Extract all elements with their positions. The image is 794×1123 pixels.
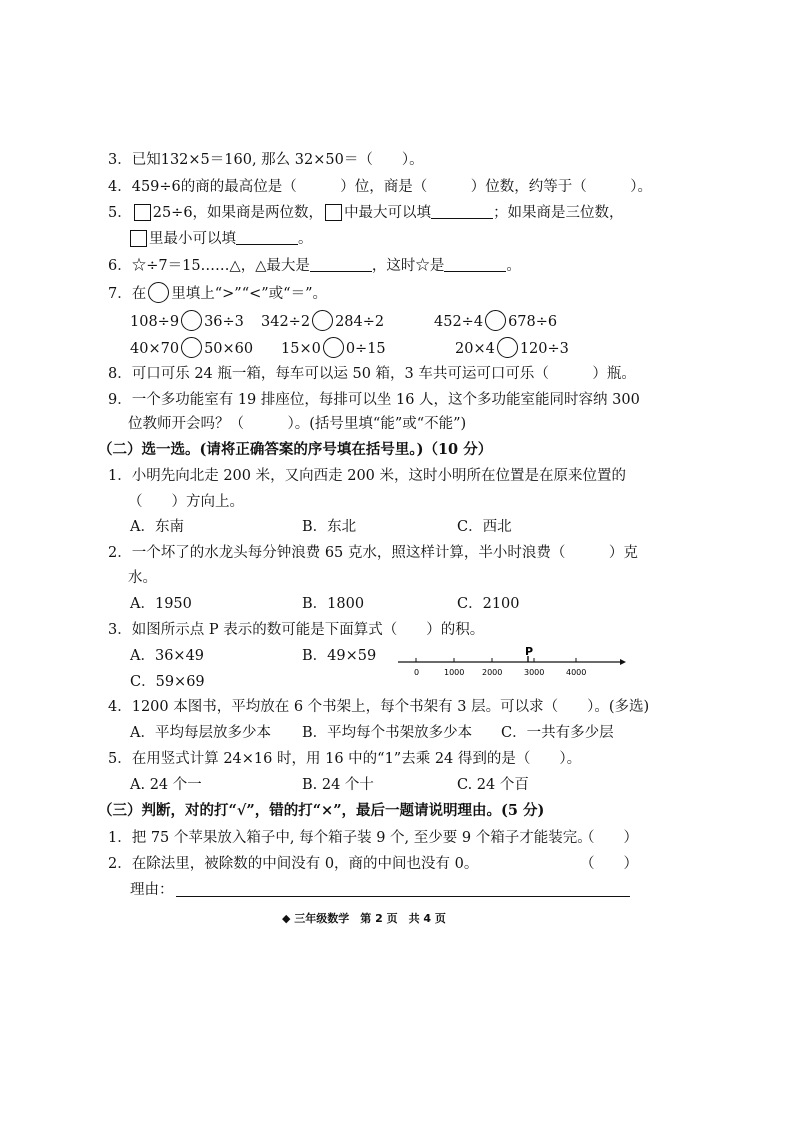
question-1-5-text-b: 中最大可以填: [344, 205, 432, 221]
option-a[interactable]: A．36×49: [130, 648, 205, 664]
option-c[interactable]: C. 24 个百: [457, 777, 529, 793]
section-3-heading: （三）判断，对的打“√”，错的打“×”，最后一题请说明理由。(5 分): [98, 802, 545, 819]
question-2-2-line2: 水。: [128, 570, 157, 586]
option-a[interactable]: A．1950: [130, 596, 192, 612]
compare-right: 0÷15: [345, 341, 386, 357]
question-1-4: 4．459÷6的商的最高位是（ ）位，商是（ ）位数，约等于（ ）。: [108, 179, 653, 195]
option-c[interactable]: C．一共有多少层: [501, 725, 614, 741]
compare-left: 15×0: [281, 341, 321, 357]
question-2-5: 5．在用竖式计算 24×16 时，用 16 中的“1”去乘 24 得到的是（ ）。: [108, 751, 582, 767]
option-c[interactable]: C．59×69: [130, 674, 205, 690]
option-b[interactable]: B. 24 个十: [302, 777, 374, 793]
question-1-5-text-c: ；如果商是三位数，: [493, 205, 624, 221]
compare-right: 678÷6: [508, 314, 558, 330]
option-b[interactable]: B．1800: [302, 596, 365, 612]
answer-circle[interactable]: [181, 337, 202, 358]
question-1-8: 8．可口可乐 24 瓶一箱，每车可以运 50 箱，3 车共可运可口可乐（ ）瓶。: [108, 366, 636, 382]
question-1-5-number: 5．: [108, 205, 132, 221]
question-1-3: 3．已知132×5＝160, 那么 32×50＝（ ）。: [108, 152, 424, 168]
section-2-heading: （二）选一选。(请将正确答案的序号填在括号里。)（10 分）: [98, 441, 493, 458]
compare-right: 50×60: [204, 341, 254, 357]
option-a[interactable]: A. 24 个一: [130, 777, 202, 793]
option-a[interactable]: A．东南: [130, 519, 184, 535]
question-1-5-text-a: 25÷6，如果商是两位数，: [152, 205, 324, 221]
compare-item: [281, 337, 386, 359]
question-1-5-text-d: 里最小可以填: [149, 231, 236, 247]
answer-circle[interactable]: [312, 310, 333, 331]
compare-right: 120÷3: [519, 341, 569, 357]
answer-circle[interactable]: [497, 337, 518, 358]
question-1-7: [108, 282, 327, 304]
compare-item: [130, 310, 244, 332]
compare-item: [261, 310, 384, 332]
answer-paren[interactable]: （ ）: [580, 830, 638, 846]
question-1-6-text-b: ，这时☆是: [371, 258, 445, 274]
question-1-6-text-a: 6．☆÷7＝15……△，△最大是: [108, 258, 310, 274]
answer-blank[interactable]: [236, 230, 298, 245]
option-c[interactable]: C．西北: [457, 519, 512, 535]
compare-left: 108÷9: [130, 314, 180, 330]
punctuation: 。: [298, 231, 313, 247]
compare-right: 36÷3: [204, 314, 244, 330]
answer-circle[interactable]: [485, 310, 506, 331]
answer-circle[interactable]: [181, 310, 202, 331]
question-2-3: 3．如图所示点 P 表示的数可能是下面算式（ ）的积。: [108, 622, 485, 638]
answer-paren[interactable]: （ ）: [580, 856, 638, 872]
arrow-icon: [620, 659, 626, 665]
question-1-6: [108, 256, 521, 276]
question-2-1-line2: （ ）方向上。: [128, 494, 244, 510]
reason-label: 理由：: [130, 882, 174, 898]
reason-answer-line[interactable]: [176, 896, 630, 897]
question-3-2: 2．在除法里，被除数的中间没有 0，商的中间也没有 0。: [108, 856, 479, 872]
digit-box: [325, 204, 342, 221]
answer-blank[interactable]: [444, 257, 506, 272]
question-2-1-line1: 1．小明先向北走 200 米，又向西走 200 米，这时小明所在位置是在原来位置的: [108, 468, 627, 484]
compare-item: [434, 310, 557, 332]
question-1-9-line1: 9．一个多功能室有 19 排座位，每排可以坐 16 人，这个多功能室能同时容纳 300: [108, 392, 640, 408]
question-1-7-text-b: 里填上“>”“<”或“＝”。: [171, 286, 328, 302]
compare-left: 342÷2: [261, 314, 311, 330]
tick-label: 3000: [524, 668, 545, 677]
question-1-5-line1: [108, 203, 624, 223]
option-c[interactable]: C．2100: [457, 596, 520, 612]
option-b[interactable]: B．49×59: [302, 648, 377, 664]
compare-left: 452÷4: [434, 314, 484, 330]
option-a[interactable]: A．平均每层放多少本: [130, 725, 271, 741]
punctuation: 。: [506, 258, 521, 274]
answer-circle: [148, 282, 169, 303]
compare-left: 20×4: [455, 341, 495, 357]
tick-label: 1000: [444, 668, 465, 677]
question-1-5-line2: [128, 229, 313, 249]
tick-label: 4000: [566, 668, 587, 677]
option-b[interactable]: B．平均每个书架放多少本: [302, 725, 473, 741]
compare-left: 40×70: [130, 341, 180, 357]
answer-circle[interactable]: [323, 337, 344, 358]
page-footer: ◆ 三年级数学 第 2 页 共 4 页: [282, 912, 446, 925]
question-1-9-line2: 位教师开会吗？（ ）。(括号里填“能”或“不能”): [128, 416, 467, 432]
number-line-figure: [398, 645, 626, 679]
digit-box: [130, 230, 147, 247]
question-2-4: 4．1200 本图书，平均放在 6 个书架上，每个书架有 3 层。可以求（ ）。(多选): [108, 699, 650, 715]
question-1-7-text-a: 7．在: [108, 286, 147, 302]
question-3-1: 1．把 75 个苹果放入箱子中, 每个箱子装 9 个, 至少要 9 个箱子才能装完。: [108, 830, 592, 846]
point-p-label: P: [525, 645, 534, 658]
option-b[interactable]: B．东北: [302, 519, 357, 535]
compare-item: [130, 337, 253, 359]
question-2-2-line1: 2．一个坏了的水龙头每分钟浪费 65 克水，照这样计算，半小时浪费（ ）克: [108, 545, 638, 561]
answer-blank[interactable]: [431, 204, 493, 219]
compare-right: 284÷2: [335, 314, 385, 330]
tick-label: 0: [414, 668, 420, 677]
compare-item: [455, 337, 569, 359]
answer-blank[interactable]: [310, 257, 372, 272]
tick-label: 2000: [482, 668, 503, 677]
digit-box: [134, 204, 151, 221]
